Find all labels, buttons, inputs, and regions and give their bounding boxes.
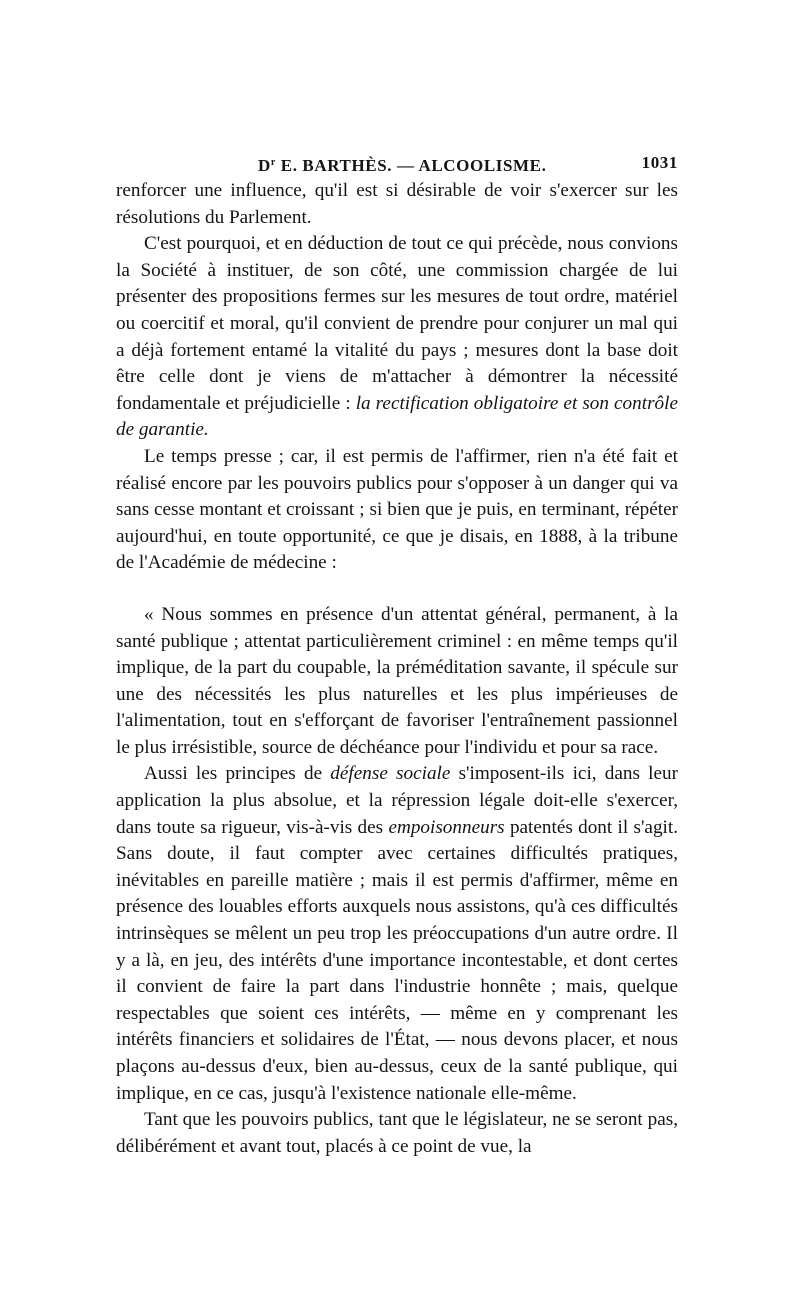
quote-paragraph-defense-sociale: Aussi les principes de défense sociale s'imposent-ils ici, dans leur application la plus absolue, et la répression légale doit-elle s'exercer, dans toute sa rigueur, vis-à-vis des empoisonneurs patentés dont il s'agit. Sans doute, il faut compter avec certaines difficultés pratiques, inévitables en pareille matière ; mais il est permis d'affirmer, même en présence des louables efforts auxquels nous assistons, qu'à ces difficultés intrinsèques se mêlent un peu trop les préoccupations d'un autre ordre. Il y a là, en jeu, des intérêts d'une importance incontestable, et dont certes il convient de faire la part dans l'industrie honnête ; mais, quelque respectables que soient ces intérêts, — même en y comprenant les intérêts financiers et solidaires de l'État, — nous devons placer, et nous plaçons au-dessus d'eux, bien au-dessus, ceux de la santé publique, qui implique, en ce cas, jusqu'à l'existence nationale elle-même.	[116, 763, 678, 1104]
quote-paragraph-attentat: « Nous sommes en présence d'un attentat général, permanent, à la santé publique ; attentat particulièrement criminel : en même temps qu'il implique, de la part du coupable, la préméditation savante, il spécule sur une des nécessités les plus naturelles et les plus impérieuses de l'alimentation, tout en s'efforçant de favoriser l'entraînement passionnel le plus irrésistible, source de déchéance pour l'individu et pour sa race.	[116, 603, 678, 758]
emphasis-defense-sociale: défense sociale	[330, 763, 451, 785]
quote-paragraph-pouvoirs-publics: Tant que les pouvoirs publics, tant que le législateur, ne se seront pas, délibérément et avant tout, placés à ce point de vue, la	[116, 1109, 678, 1157]
running-header	[116, 150, 678, 178]
page-number: 1031	[641, 153, 678, 172]
paragraph-commission: C'est pourquoi, et en déduction de tout ce qui précède, nous convions la Société à instituer, de son côté, une commission chargée de lui présenter des propositions fermes sur les mesures de tout ordre, matériel ou coercitif et moral, qu'il convient de prendre pour conjurer un mal qui a déjà fortement entamé la vitalité du pays ; mesures dont la base doit être celle dont je viens de m'attacher à démontrer la nécessité fondamentale et préjudicielle : la rectification obligatoire et son contrôle de garantie.	[116, 233, 678, 441]
paragraph-continuation: renforcer une influence, qu'il est si désirable de voir s'exercer sur les résolutions du Parlement.	[116, 180, 678, 228]
emphasis-empoisonneurs: empoisonneurs	[388, 816, 505, 838]
running-title: $D^r$ E. BARTHÈS. — ALCOOLISME.	[258, 156, 547, 175]
paragraph-temps-presse: Le temps presse ; car, il est permis de l'affirmer, rien n'a été fait et réalisé encore par les pouvoirs publics pour s'opposer à un danger qui va sans cesse montant et croissant ; si bien que je puis, en terminant, répéter aujourd'hui, en toute opportunité, ce que je disais, en 1888, à la tribune de l'Académie de médecine :	[116, 445, 678, 574]
emphasis-rectification: la rectification obligatoire et son contrôle de garantie.	[116, 392, 678, 441]
book-page	[116, 150, 678, 1160]
